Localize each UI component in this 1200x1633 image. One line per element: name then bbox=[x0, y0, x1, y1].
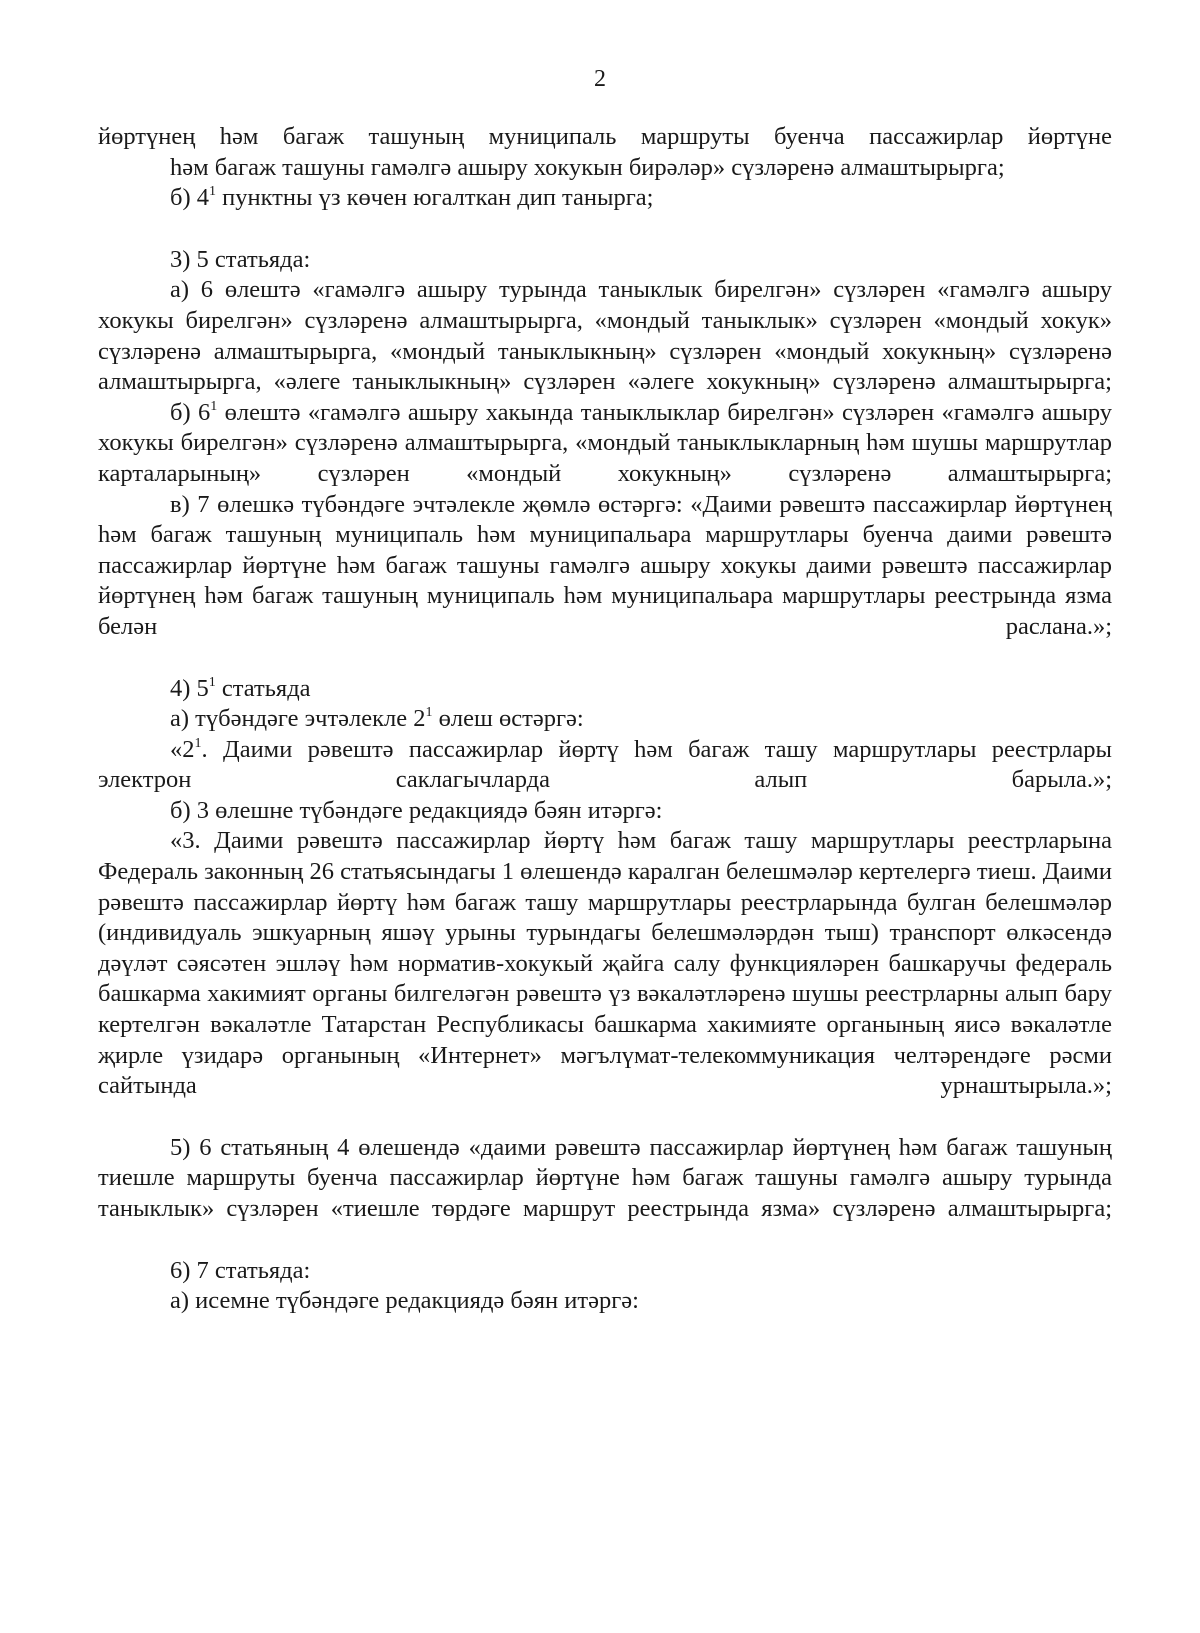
section-3-heading: 3) 5 статьяда: bbox=[170, 245, 311, 273]
paragraph-continuation-line-2: һәм багаж ташуны гамәлгә ашыру хокукын бирәләр» сүзләренә алмаштырырга; bbox=[170, 153, 1005, 181]
section-4-item-b: б) 3 өлешне түбәндәге редакциядә бәян итәргә: bbox=[170, 796, 663, 824]
document-body bbox=[98, 122, 1112, 1317]
section-3-item-a: а) 6 өлештә «гамәлгә ашыру турында таныклык бирелгән» сүзләрен «гамәлгә ашыру хокукы бирелгән» сүзләренә алмаштырырга, «мондый таныклык» сүзләрен «мондый хокук» сүзләренә алмаштырырга, «мондый таныклыкның» сүзләрен «мондый хокукның» сүзләренә алмаштырырга, «әлеге таныклыкның» сүзләрен «әлеге хокукның» сүзләренә алмаштырырга; bbox=[98, 276, 1112, 396]
page-number: 2 bbox=[594, 66, 606, 92]
section-3-item-v: в) 7 өлешкә түбәндәге эчтәлекле җөмлә өстәргә: «Даими рәвештә пассажирлар йөртүнең һәм багаж ташуның муниципаль һәм муниципальара маршрутлары буенча даими рәвештә пассажирлар йөртүне һәм багаж ташуны гамәлгә ашыру хокукы даими рәвештә пассажирлар йөртүнең һәм багаж ташуның муниципаль һәм муниципальара маршрутлары реестрында язма белән раслана.»; bbox=[98, 490, 1112, 640]
section-4-item-a: а) түбәндәге эчтәлекле $2^1$ өлеш өстәргә: bbox=[170, 705, 584, 733]
section-6-item-a: а) исемне түбәндәге редакциядә бәян итәргә: bbox=[170, 1287, 639, 1315]
section-4-quote-2-1: «$2^1$. Даими рәвештә пассажирлар йөртү һәм багаж ташу маршрутлары реестрлары электрон саклагычларда алып барыла.»; bbox=[98, 735, 1112, 794]
paragraph-continuation-line-1: йөртүнең һәм багаж ташуның муниципаль маршруты буенча пассажирлар йөртүне bbox=[98, 123, 1112, 150]
item-b-point-4-1: б) $4^1$ пунктны үз көчен югалткан дип танырга; bbox=[170, 184, 654, 212]
section-5: 5) 6 статьяның 4 өлешендә «даими рәвештә пассажирлар йөртүнең һәм багаж ташуның тиешле маршруты буенча пассажирлар йөртүне һәм багаж ташуны гамәлгә ашыру турында таныклык» сүзләрен «тиешле төрдәге маршрут реестрында язма» сүзләренә алмаштырырга; bbox=[98, 1133, 1112, 1222]
section-3-item-b: б) $6^1$ өлештә «гамәлгә ашыру хакында таныклыклар бирелгән» сүзләрен «гамәлгә ашыру хокукы бирелгән» сүзләренә алмаштырырга, «мондый таныклыкларның һәм шушы маршрутлар карталарының» сүзләрен «мондый хокукның» сүзләренә алмаштырырга; bbox=[98, 398, 1112, 487]
section-4-heading: 4) $5^1$ статьяда bbox=[170, 674, 311, 702]
section-4-quote-3: «3. Даими рәвештә пассажирлар йөртү һәм багаж ташу маршрутлары реестрларына Федераль законның 26 статьясындагы 1 өлешендә каралган белешмәләр кертелергә тиеш. Даими рәвештә пассажирлар йөртү һәм багаж ташу маршрутлары реестрларында булган белешмәләр (индивидуаль эшкуарның яшәү урыны турындагы белешмәләрдән тыш) транспорт өлкәсендә дәүләт сәясәтен эшләү һәм норматив-хокукый җайга салу функцияләрен башкаручы федераль башкарма хакимият органы билгеләгән рәвештә үз вәкаләтләренә шушы реестрларны алып бару кертелгән вәкаләтле Татарстан Республикасы башкарма хакимияте органының яисә вәкаләтле җирле үзидарә органының «Интернет» мәгълүмат-телекоммуникация челтәрендәге рәсми сайтында урнаштырыла.»; bbox=[98, 827, 1113, 1100]
section-6-heading: 6) 7 статьяда: bbox=[170, 1256, 311, 1284]
